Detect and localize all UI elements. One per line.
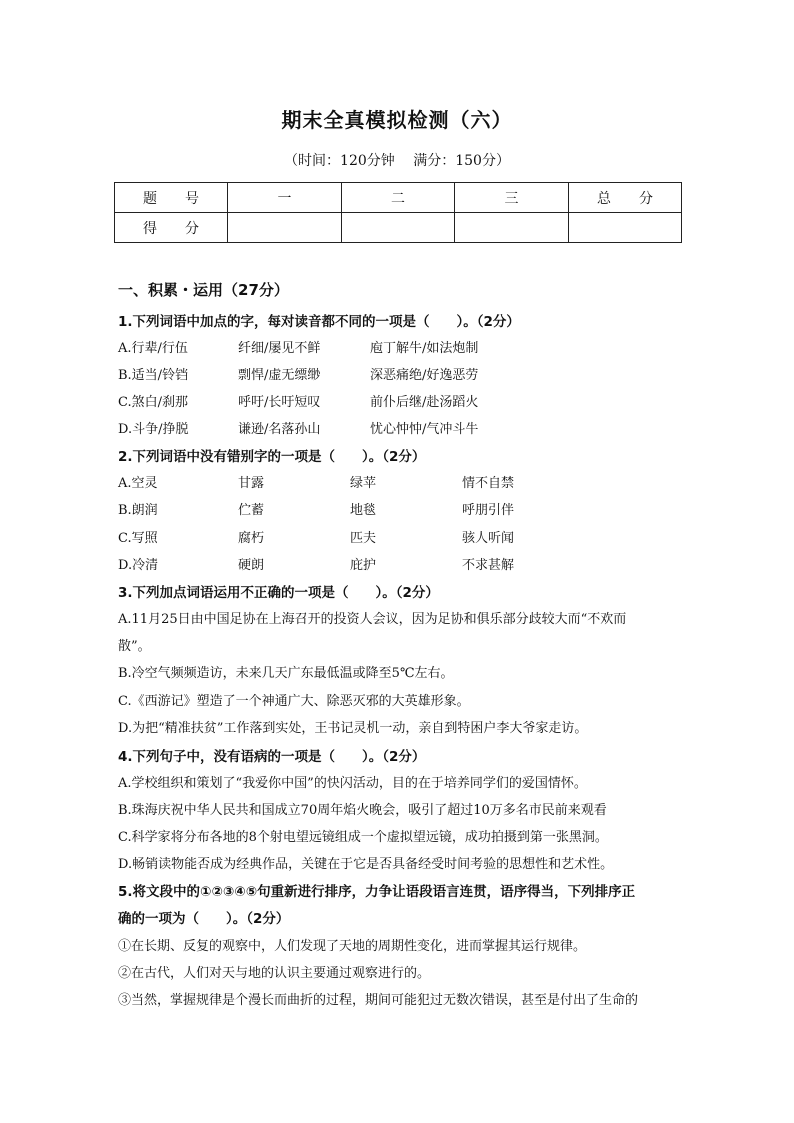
q2-option-b-1: B.朗润 (118, 503, 158, 518)
q1-option-b-3: 深恶痛绝/好逸恶劳 (370, 368, 479, 383)
question-5-stem-cont: 确的一项为（ ）。（2分） (118, 911, 290, 927)
q2-option-b-4: 呼朋引伴 (462, 503, 515, 518)
score-input-cell[interactable] (455, 213, 569, 243)
q1-option-d-3: 忧心忡忡/气冲斗牛 (370, 422, 479, 437)
q1-option-a-2: 纤细/屡见不鲜 (238, 341, 321, 356)
q1-option-c-1: C.煞白/刹那 (118, 395, 188, 410)
q3-option-line: 散”。 (118, 639, 151, 654)
q5-sentence-line: ③当然，掌握规律是个漫长而曲折的过程，期间可能犯过无数次错误，甚至是付出了生命的 (118, 993, 639, 1008)
q1-option-b-1: B.适当/铃铛 (118, 368, 189, 383)
table-cell: 二 (342, 183, 455, 213)
q2-option-c-1: C.写照 (118, 531, 158, 546)
question-5-stem: 5.将文段中的①②③④⑤句重新进行排序，力争让语段语言连贯，语序得当，下列排序正 (118, 884, 636, 900)
q2-option-b-2: 伫蓄 (238, 503, 265, 518)
q4-option-line: A.学校组织和策划了“我爱你中国”的快闪活动，目的在于培养同学们的爱国情怀。 (118, 776, 587, 791)
q1-option-b-2: 剽悍/虚无缥缈 (238, 368, 321, 383)
question-4-stem: 4.下列句子中，没有语病的一项是（ ）。（2分） (118, 749, 426, 765)
q2-option-c-2: 腐朽 (238, 531, 265, 546)
q1-option-a-3: 庖丁解牛/如法炮制 (370, 341, 479, 356)
q2-option-a-2: 甘露 (238, 476, 265, 491)
q2-option-d-2: 硬朗 (238, 558, 265, 573)
q1-option-c-2: 呼吁/长吁短叹 (238, 395, 321, 410)
exam-subtitle: （时间：120分钟 满分：150分） (284, 153, 510, 169)
table-cell: 总 分 (569, 183, 682, 213)
table-cell: 题 号 (115, 183, 228, 213)
table-cell: 三 (455, 183, 569, 213)
q2-option-a-3: 绿苹 (350, 476, 377, 491)
q2-option-c-3: 匹夫 (350, 531, 377, 546)
exam-title: 期末全真模拟检测（六） (281, 108, 513, 132)
table-cell: 一 (228, 183, 342, 213)
score-table-score-row (115, 213, 682, 243)
q3-option-line: B.冷空气频频造访，未来几天广东最低温或降至5℃左右。 (118, 666, 454, 681)
question-3-stem: 3.下列加点词语运用不正确的一项是（ ）。（2分） (118, 585, 439, 601)
q4-option-line: B.珠海庆祝中华人民共和国成立70周年焰火晚会，吸引了超过10万多名市民前来观看 (118, 803, 607, 818)
q5-sentence-line: ②在古代，人们对天与地的认识主要通过观察进行的。 (118, 966, 431, 981)
section-heading: 一、积累・运用（27分） (118, 281, 289, 299)
q3-option-line: A.11月25日由中国足协在上海召开的投资人会议，因为足协和俱乐部分歧较大而“不欢而 (118, 612, 627, 627)
question-2-stem: 2.下列词语中没有错别字的一项是（ ）。（2分） (118, 449, 426, 465)
q3-option-line: D.为把“精准扶贫”工作落到实处，王书记灵机一动，亲自到特困户李大爷家走访。 (118, 721, 588, 736)
score-input-cell[interactable] (569, 213, 682, 243)
score-input-cell[interactable] (342, 213, 455, 243)
score-table (114, 182, 682, 243)
q3-option-line: C.《西游记》塑造了一个神通广大、除恶灭邪的大英雄形象。 (118, 694, 470, 709)
q4-option-line: C.科学家将分布各地的8个射电望远镜组成一个虚拟望远镜，成功拍摄到第一张黑洞。 (118, 830, 608, 845)
question-1-stem: 1.下列词语中加点的字，每对读音都不同的一项是（ ）。（2分） (118, 314, 520, 330)
q2-option-d-4: 不求甚解 (462, 558, 515, 573)
q2-option-d-3: 庇护 (350, 558, 377, 573)
q5-sentence-line: ①在长期、反复的观察中，人们发现了天地的周期性变化，进而掌握其运行规律。 (118, 939, 587, 954)
q2-option-c-4: 骇人听闻 (462, 531, 515, 546)
q2-option-d-1: D.冷清 (118, 558, 159, 573)
q1-option-d-2: 谦逊/名落孙山 (238, 422, 321, 437)
q2-option-b-3: 地毯 (350, 503, 377, 518)
q1-option-c-3: 前仆后继/赴汤蹈火 (370, 395, 479, 410)
score-input-cell[interactable] (228, 213, 342, 243)
score-table-header-row (115, 183, 682, 213)
q2-option-a-4: 情不自禁 (462, 476, 515, 491)
table-cell: 得 分 (115, 213, 228, 243)
q4-option-line: D.畅销读物能否成为经典作品，关键在于它是否具备经受时间考验的思想性和艺术性。 (118, 857, 614, 872)
q2-option-a-1: A.空灵 (118, 476, 158, 491)
q1-option-a-1: A.行辈/行伍 (118, 341, 188, 356)
q1-option-d-1: D.斗争/挣脱 (118, 422, 189, 437)
